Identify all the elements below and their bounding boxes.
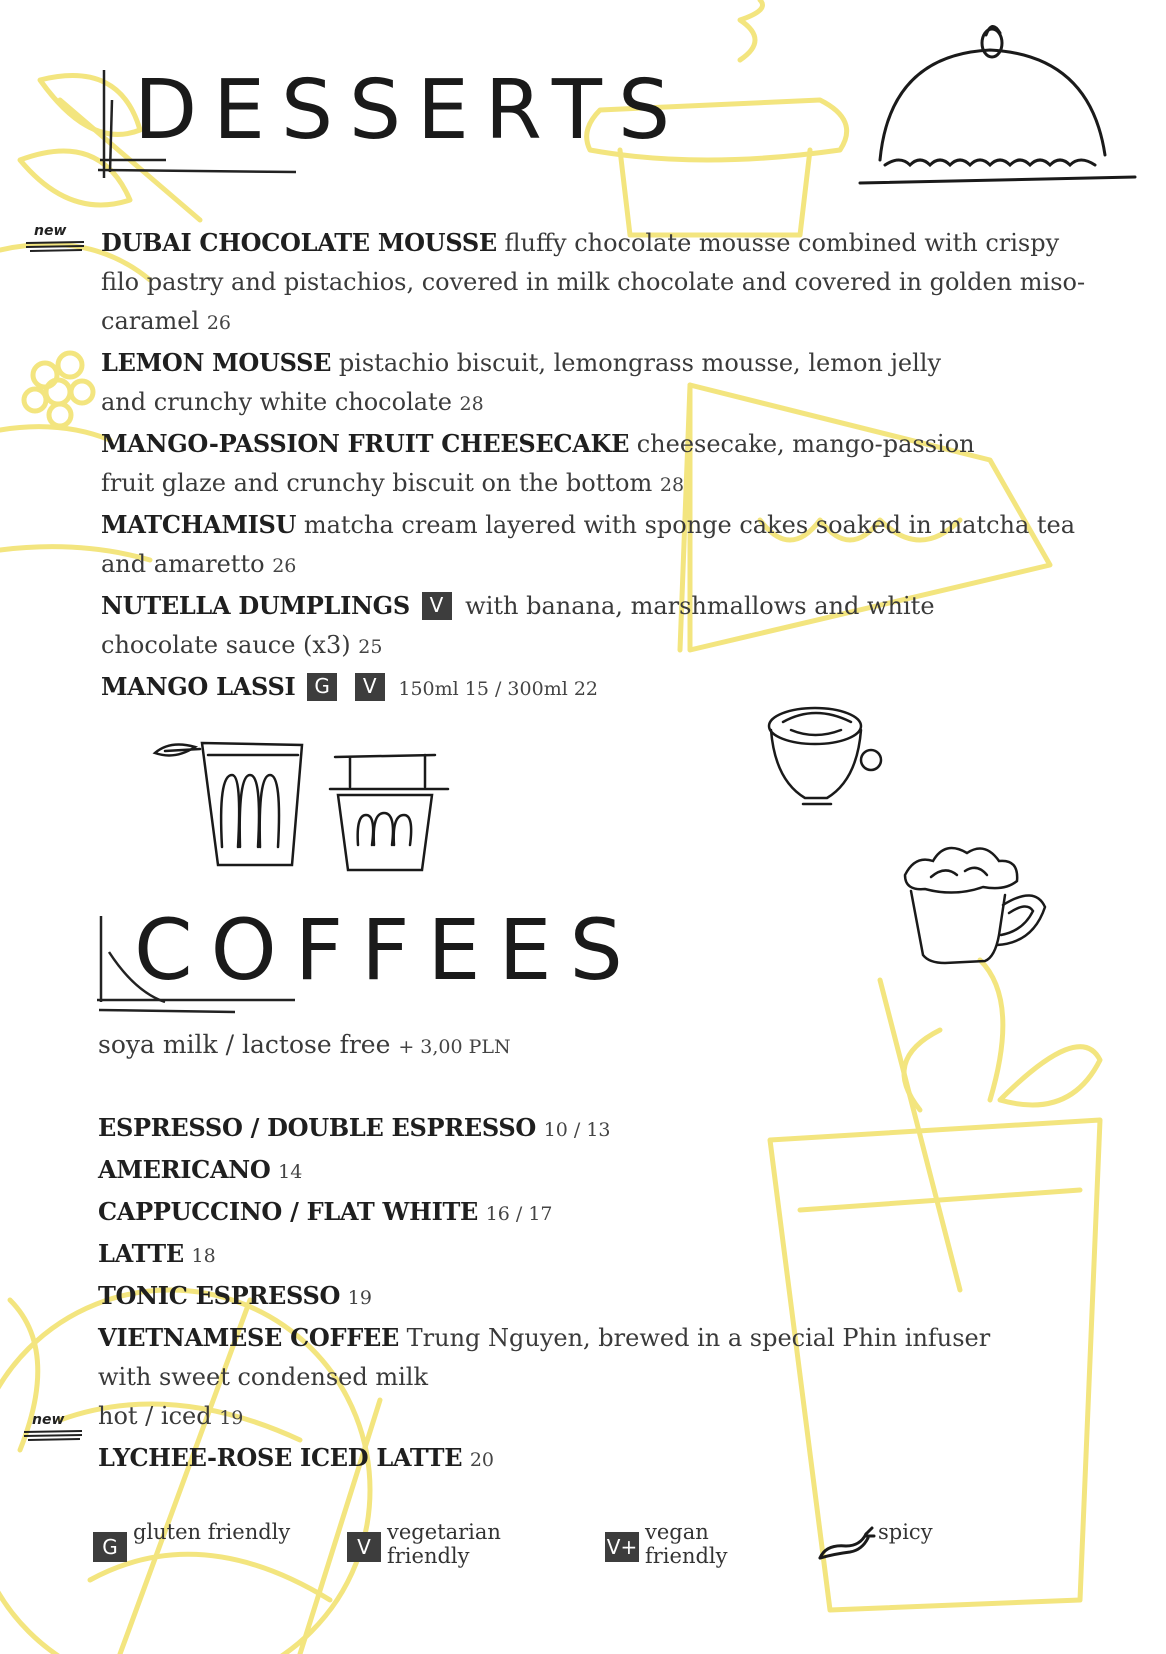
cloche-dish-icon [850,15,1140,185]
desserts-list [101,223,1086,709]
menu-item-espresso: ESPRESSO / DOUBLE ESPRESSO 10 / 13 [98,1113,611,1142]
teacup-illustration [765,700,895,830]
new-marker-lychee: new [22,1414,84,1444]
menu-item-cappuccino: CAPPUCCINO / FLAT WHITE 16 / 17 [98,1197,553,1226]
milk-alternative-note: soya milk / lactose free + 3,00 PLN [98,1030,511,1059]
coffees-list [98,1108,1018,1480]
vegetarian-badge: V [347,1532,381,1562]
vegan-badge: V+ [605,1532,639,1562]
legend-vegetarian-friendly: V vegetarian friendly [347,1520,507,1568]
new-marker-dubai: new [24,225,86,255]
vegetarian-badge: V [355,673,385,701]
gluten-badge: G [93,1532,127,1562]
menu-item-matchamisu: MATCHAMISU matcha cream layered with sponge cakes soaked in matcha tea and amaretto 26 [101,510,1076,578]
menu-item-americano: AMERICANO 14 [98,1155,303,1184]
menu-item-lemon-mousse: LEMON MOUSSE pistachio biscuit, lemongrass mousse, lemon jelly and crunchy white chocolate 28 [101,348,942,416]
legend-vegan-friendly: V+ vegan friendly [606,1520,728,1568]
menu-item-latte: LATTE 18 [98,1239,216,1268]
vegetarian-badge: V [422,592,452,620]
coffee-glass-illustration [150,735,460,875]
menu-item-mango-lassi: MANGO LASSI G V 150ml 15 / 300ml 22 [101,672,599,701]
menu-item-tonic-espresso: TONIC ESPRESSO 19 [98,1281,372,1310]
menu-item-mango-passion-cheesecake: MANGO-PASSION FRUIT CHEESECAKE cheesecake, mango-passion fruit glaze and crunchy biscuit on the bottom 28 [101,429,975,497]
chili-icon [816,1524,876,1564]
menu-item-vietnamese-coffee: VIETNAMESE COFFEE Trung Nguyen, brewed in a special Phin infuser with sweet condensed milk hot / iced 19 [98,1323,991,1430]
desserts-title: DESSERTS [134,63,687,158]
coffees-title: COFFEES [134,901,641,999]
latte-cup-illustration [895,835,1055,975]
menu-item-dubai-chocolate-mousse: DUBAI CHOCOLATE MOUSSE fluffy chocolate mousse combined with crispy filo pastry and pistachios, covered in milk chocolate and covered in golden miso-caramel 26 [101,228,1086,335]
menu-item-nutella-dumplings: NUTELLA DUMPLINGS V with banana, marshmallows and white chocolate sauce (x3) 25 [101,591,935,659]
gluten-badge: G [307,673,337,701]
menu-item-lychee-rose-iced-latte: LYCHEE-ROSE ICED LATTE 20 [98,1443,495,1472]
legend-spicy: spicy [816,1520,933,1564]
legend-gluten-friendly: G gluten friendly [93,1520,293,1562]
